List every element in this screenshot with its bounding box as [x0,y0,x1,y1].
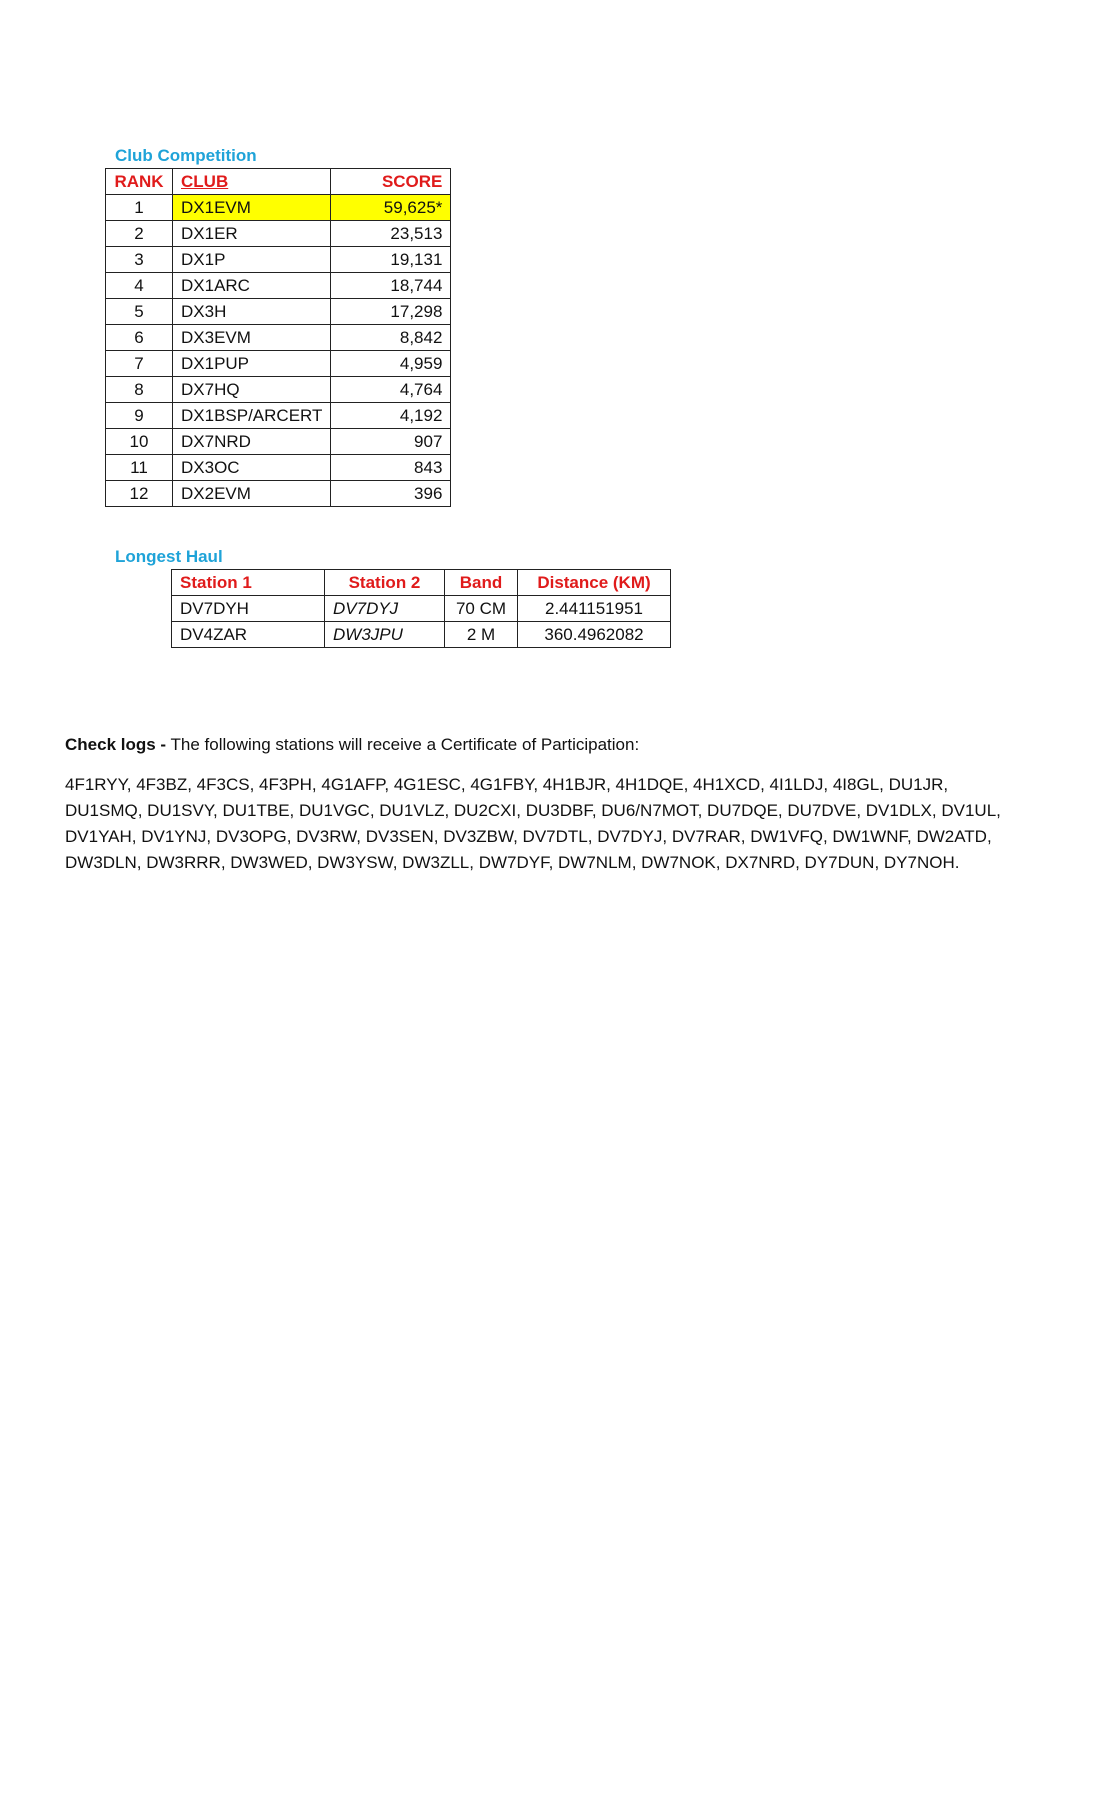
score-cell: 59,625* [331,195,451,221]
club-cell: DX1ER [173,221,331,247]
band-cell: 2 M [445,622,518,648]
rank-cell: 8 [106,377,173,403]
score-cell: 396 [331,481,451,507]
club-cell: DX3OC [173,455,331,481]
club-competition-table [105,168,451,507]
longest-haul-table [171,569,671,648]
rank-cell: 4 [106,273,173,299]
check-logs-text: The following stations will receive a Certificate of Participation: [166,735,640,754]
club-cell: DX1P [173,247,331,273]
table-row [106,429,451,455]
table-row [106,195,451,221]
score-cell: 907 [331,429,451,455]
station1-cell: DV4ZAR [172,622,325,648]
rank-cell: 11 [106,455,173,481]
rank-cell: 9 [106,403,173,429]
rank-cell: 5 [106,299,173,325]
score-header: SCORE [331,169,451,195]
table-row [106,273,451,299]
score-cell: 17,298 [331,299,451,325]
table-row [106,455,451,481]
station2-header: Station 2 [325,570,445,596]
club-cell: DX3EVM [173,325,331,351]
table-row [172,622,671,648]
score-cell: 4,764 [331,377,451,403]
club-cell: DX7NRD [173,429,331,455]
score-cell: 18,744 [331,273,451,299]
table-row [106,299,451,325]
score-cell: 19,131 [331,247,451,273]
table-row [106,247,451,273]
rank-cell: 1 [106,195,173,221]
band-header: Band [445,570,518,596]
club-cell: DX1ARC [173,273,331,299]
score-cell: 843 [331,455,451,481]
table-row [172,596,671,622]
distance-header: Distance (KM) [518,570,671,596]
club-cell: DX7HQ [173,377,331,403]
distance-cell: 360.4962082 [518,622,671,648]
participation-station-list: 4F1RYY, 4F3BZ, 4F3CS, 4F3PH, 4G1AFP, 4G1ESC, 4G1FBY, 4H1BJR, 4H1DQE, 4H1XCD, 4I1LDJ, 4I8GL, DU1JR, DU1SMQ, DU1SVY, DU1TBE, DU1VGC, DU1VLZ, DU2CXI, DU3DBF, DU6/N7MOT, DU7DQE, DU7DVE, DV1DLX, DV1UL, DV1YAH, DV1YNJ, DV3OPG, DV3RW, DV3SEN, DV3ZBW, DV7DTL, DV7DYJ, DV7RAR, DW1VFQ, DW1WNF, DW2ATD, DW3DLN, DW3RRR, DW3WED, DW3YSW, DW3ZLL, DW7DYF, DW7NLM, DW7NOK, DX7NRD, DY7DUN, DY7NOH. [65,775,1001,872]
table-row [106,325,451,351]
table-row [106,377,451,403]
station2-cell: DW3JPU [325,622,445,648]
club-cell: DX1BSP/ARCERT [173,403,331,429]
distance-cell: 2.441151951 [518,596,671,622]
rank-cell: 3 [106,247,173,273]
rank-cell: 7 [106,351,173,377]
band-cell: 70 CM [445,596,518,622]
club-cell: DX3H [173,299,331,325]
longest-haul-title: Longest Haul [115,547,223,566]
table-row [106,481,451,507]
table-row [106,403,451,429]
club-competition-title: Club Competition [115,146,257,165]
rank-cell: 12 [106,481,173,507]
club-cell: DX2EVM [173,481,331,507]
rank-header: RANK [106,169,173,195]
club-cell: DX1EVM [173,195,331,221]
check-logs-lead: Check logs - [65,735,167,754]
table-header-row [172,570,671,596]
score-cell: 8,842 [331,325,451,351]
club-cell: DX1PUP [173,351,331,377]
score-cell: 4,959 [331,351,451,377]
table-header-row [106,169,451,195]
club-header: CLUB [173,169,331,195]
score-cell: 4,192 [331,403,451,429]
station1-cell: DV7DYH [172,596,325,622]
rank-cell: 10 [106,429,173,455]
rank-cell: 2 [106,221,173,247]
check-logs-intro [65,732,1030,758]
station2-cell: DV7DYJ [325,596,445,622]
rank-cell: 6 [106,325,173,351]
table-row [106,221,451,247]
score-cell: 23,513 [331,221,451,247]
station1-header: Station 1 [172,570,325,596]
table-row [106,351,451,377]
